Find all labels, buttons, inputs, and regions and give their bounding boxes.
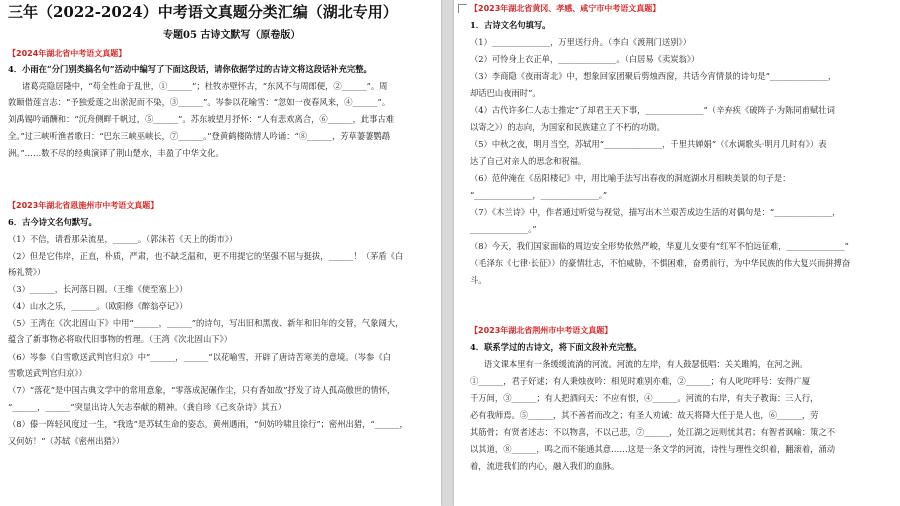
text-line: （2）但是它伟岸，正直，朴质，严肃，也不缺乏温和，更不用提它的坚强不屈与挺拔，______！（茅盾《白 — [8, 251, 404, 261]
text-line: 千万间，③______；有人把酒问天：不应有恨，④______。河流的右岸，有夫子教诲：三人行， — [470, 393, 819, 403]
text-line: （毛泽东《七律·长征》）的豪情壮志，不怕威胁，不惧困难，奋勇前行，为中华民族的伟大复兴而拼搏奋 — [470, 258, 851, 268]
text-line: （4）古代许多仁人志士推定“了却君王天下事，______________”（辛弃疾《破阵子·为陈同甫赋壮词 — [470, 105, 835, 115]
text-line: 语文课本里有一条缓缓流淌的河流。河流的左岸，有人鼓瑟低唱：关关雎鸠，在河之洲。 — [484, 359, 808, 369]
text-line: （4）山水之乐，______。（欧阳修《醉翁亭记》） — [8, 301, 188, 311]
text-line: 刘禹锡吟诵酬和：“沉舟侧畔千帆过，⑤______”。苏东坡望月抒怀：“人有悲欢离合，⑥______，此事古难 — [8, 114, 395, 124]
text-line: （7）《木兰诗》中，作者通过听觉与视觉，描写出木兰艰苦成边生活的对偶句是：“______________， — [470, 207, 841, 217]
text-line: ______________。” — [470, 224, 537, 234]
text-line: （8）今天，我们国家面临的周边安全形势依然严峻，华夏儿女要有“红军不怕远征难，______________” — [470, 241, 849, 251]
text-line: 全。”过三峡听渔者歌曰：“巴东三峡巫峡长，⑦______。”登黄鹤楼陈情人吟诵：“⑧______，芳草萋萋鹦鹉 — [8, 131, 391, 141]
text-line: ①______，君子好逑；有人秉烛夜吟：相见时难别亦难，②______；有人叱咤呼号：安得广厦 — [470, 376, 811, 386]
question-line: 4．小雨在“分门别类搞名句”活动中编写了下面这段话，请你依据学过的古诗文将这段话补充完整。 — [8, 64, 372, 74]
text-line: （3）______，长河落日圆。（王维《使至塞上》） — [8, 284, 188, 294]
section-header-enshi: 【2023年湖北省恩施州市中考语文真题】 — [8, 201, 159, 210]
text-line: 以寄之》）的志向，为国家和民族建立了不朽的功勋。 — [470, 122, 665, 132]
document-page-right — [454, 0, 900, 506]
question-line: 4．联系学过的古诗文，将下面文段补充完整。 — [470, 342, 642, 352]
text-line: 蕴含了新事物必将取代旧事物的哲理。（王湾《次北固山下》） — [8, 334, 233, 344]
text-line: （1）不信，请看那朵流星，______。（郭沫若《天上的街市》） — [8, 234, 238, 244]
text-line: （3）李商隐《夜雨寄北》中，想象回家团聚后剪烛西窗，共话今宵情景的诗句是“______________， — [470, 71, 837, 81]
text-line: 达了自己对亲人的思念和祝福。 — [470, 156, 587, 166]
section-header-2024: 【2024年湖北省中考语文真题】 — [8, 49, 127, 58]
page-corner-mark — [458, 4, 467, 13]
page-title: 三年（2022-2024）中考语文真题分类汇编（湖北专用） — [8, 3, 398, 21]
text-line: 敦颐借莲言志：“予独爱莲之出淤泥而不染，③______”。岑参以花喻雪：“忽如一夜春风来，④______”。 — [8, 97, 391, 107]
text-line: （5）中秋之夜，明月当空，苏轼用“______________，千里共婵娟”（《水调歌头·明月几时有》）表 — [470, 139, 827, 149]
text-line: （6）范仲淹在《岳阳楼记》中，用比喻手法写出春夜的洞庭湖水月相映美景的句子是： — [470, 173, 791, 183]
question-line: 1．古诗文名句填写。 — [470, 20, 551, 30]
text-line: 却话巴山夜雨时”。 — [470, 88, 541, 98]
text-line: （7）“落花”是中国古典文学中的常用意象，“零落成泥碾作尘，只有香如故”抒发了诗人孤高傲世的情怀， — [8, 385, 396, 395]
question-line: 6．古今诗文名句默写。 — [8, 217, 97, 227]
text-line: “______，______”突显出诗人矢志奉献的精神。（龚自珍《己亥杂诗》其五） — [8, 402, 287, 412]
text-line: （2）可怜身上衣正单，______________。（白居易《卖炭翁》） — [470, 54, 700, 64]
section-header-huanggang: 【2023年湖北省黄冈、孝感、咸宁市中考语文真题】 — [470, 4, 661, 13]
text-line: 雪歌送武判官归京》） — [8, 368, 87, 378]
text-line: 着，流进我们的内心，融入我们的血脉。 — [470, 461, 620, 471]
text-line: 洲。”……数不尽的经典演译了荆山楚水，丰盈了中华文化。 — [8, 148, 224, 158]
text-line: （5）王湾在《次北固山下》中用“______，______”的诗句，写出旧和黑夜、新年和旧年的交替，气象阔大， — [8, 318, 404, 328]
document-page-left — [0, 0, 441, 506]
text-line: 又何妨！”（苏轼《密州出猎》） — [8, 436, 125, 446]
text-line: 以其道，⑧______，鸣之而不能通其意……这是一条文学的河流，诗性与理性交织着，翻滚着，涌动 — [470, 444, 836, 454]
text-line: 必有我师焉。⑤______，其不善者而改之；有圣人劝诫：故天将降大任于是人也，⑥______，劳 — [470, 410, 819, 420]
text-line: 杨礼赞》） — [8, 267, 46, 277]
page-subtitle: 专题05 古诗文默写（原卷版） — [163, 30, 301, 41]
text-line: 斗。 — [470, 275, 487, 285]
text-line: 其筋骨；有贤者述志：不以物喜，不以己悲，⑦______，处江湖之远则忧其君；有智者讽喻：策之不 — [470, 427, 836, 437]
text-line: 诸葛亮隐居隆中，“苟全性命于乱世，①______”；杜牧赤壁怀古，“东风不与周郎便，②______”。周 — [22, 81, 388, 91]
text-line: （8）傣一阵轻风度过一生，“我选”是苏轼生命的姿态。黄州遇雨，“何妨吟啸且徐行”；密州出猎，“______， — [8, 419, 408, 429]
text-line: （1）______________，万里送行舟。（李白《渡荆门送别》） — [470, 37, 691, 47]
text-line: （6）岑参《白雪歌送武判官归京》中“______，______”以花喻雪，开辟了唐诗苦寒美的意境。（岑参《白 — [8, 352, 391, 362]
text-line: “______________，______________。” — [470, 190, 608, 200]
section-header-jingzhou: 【2023年湖北省荆州市中考语文真题】 — [470, 326, 613, 335]
